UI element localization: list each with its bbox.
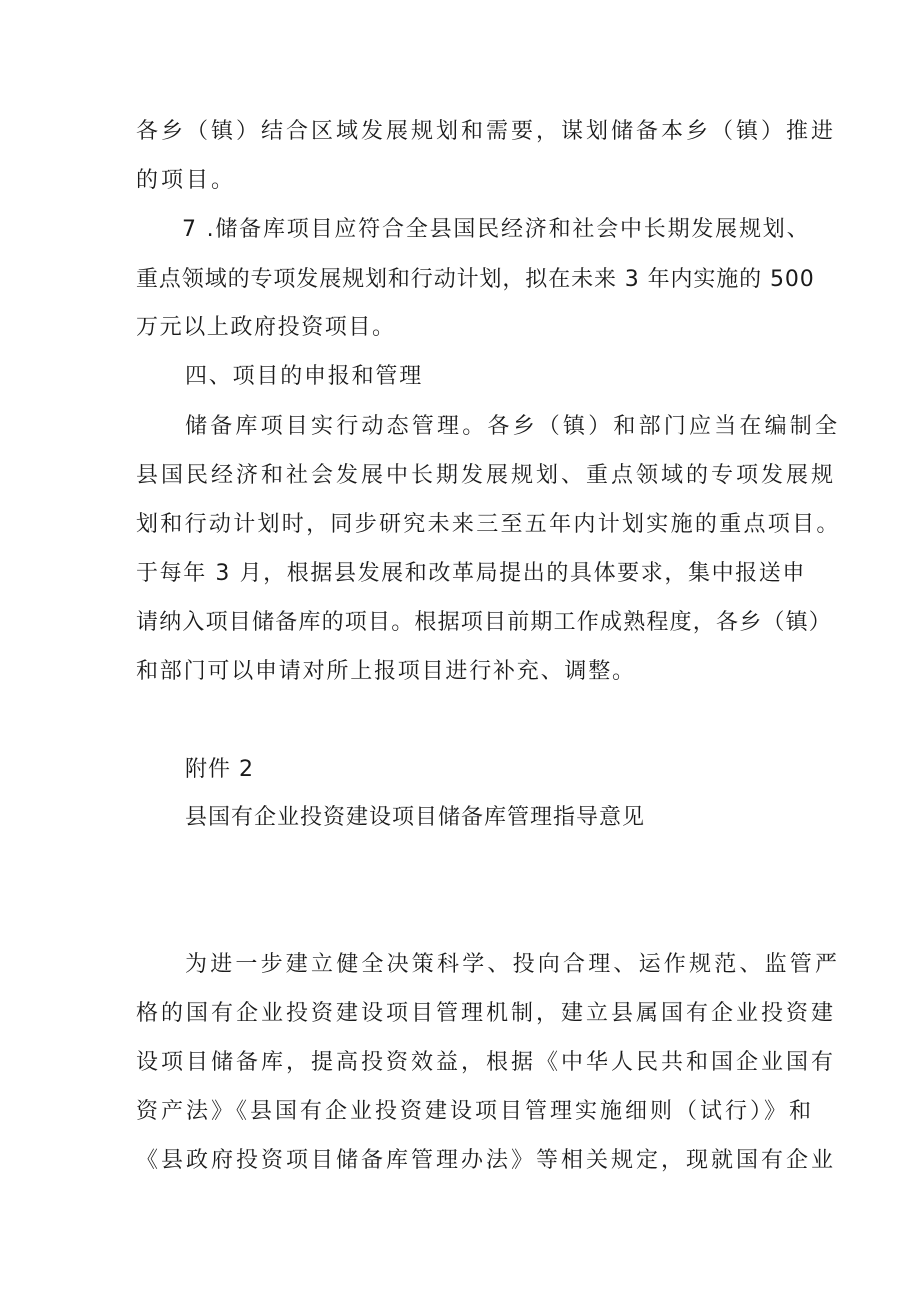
text-line: 资产法》《县国有企业投资建设项目管理实施细则（试行）》和 (136, 1099, 815, 1124)
text-line: 重点领域的专项发展规划和行动计划，拟在未来 3 年内实施的 500 (136, 267, 815, 292)
text-line: 的项目。 (136, 168, 237, 193)
section-heading: 四、项目的申报和管理 (185, 364, 424, 389)
text-line: 各乡（镇）结合区域发展规划和需要，谋划储备本乡（镇）推进 (136, 119, 837, 144)
text-line: 设项目储备库，提高投资效益，根据《中华人民共和国企业国有 (136, 1050, 837, 1075)
text-line: 请纳入项目储备库的项目。根据项目前期工作成熟程度，各乡（镇） (136, 610, 833, 635)
text-line: 《县政府投资项目储备库管理办法》等相关规定，现就国有企业 (136, 1148, 837, 1173)
text-line: 于每年 3 月，根据县发展和改革局提出的具体要求，集中报送申 (136, 561, 806, 586)
text-line: 和部门可以申请对所上报项目进行补充、调整。 (136, 659, 636, 684)
text-line: 7 .储备库项目应符合全县国民经济和社会中长期发展规划、 (182, 217, 811, 242)
text-line: 县国民经济和社会发展中长期发展规划、重点领域的专项发展规 (136, 463, 837, 488)
text-line: 万元以上政府投资项目。 (136, 315, 396, 340)
text-line: 为进一步建立健全决策科学、投向合理、运作规范、监管严 (185, 952, 841, 977)
attachment-label: 附件 2 (185, 757, 254, 782)
text-line: 储备库项目实行动态管理。各乡（镇）和部门应当在编制全 (185, 414, 841, 439)
attachment-title: 县国有企业投资建设项目储备库管理指导意见 (185, 805, 646, 830)
text-line: 划和行动计划时，同步研究未来三至五年内计划实施的重点项目。 (136, 512, 841, 537)
text-line: 格的国有企业投资建设项目管理机制，建立县属国有企业投资建 (136, 1001, 837, 1026)
